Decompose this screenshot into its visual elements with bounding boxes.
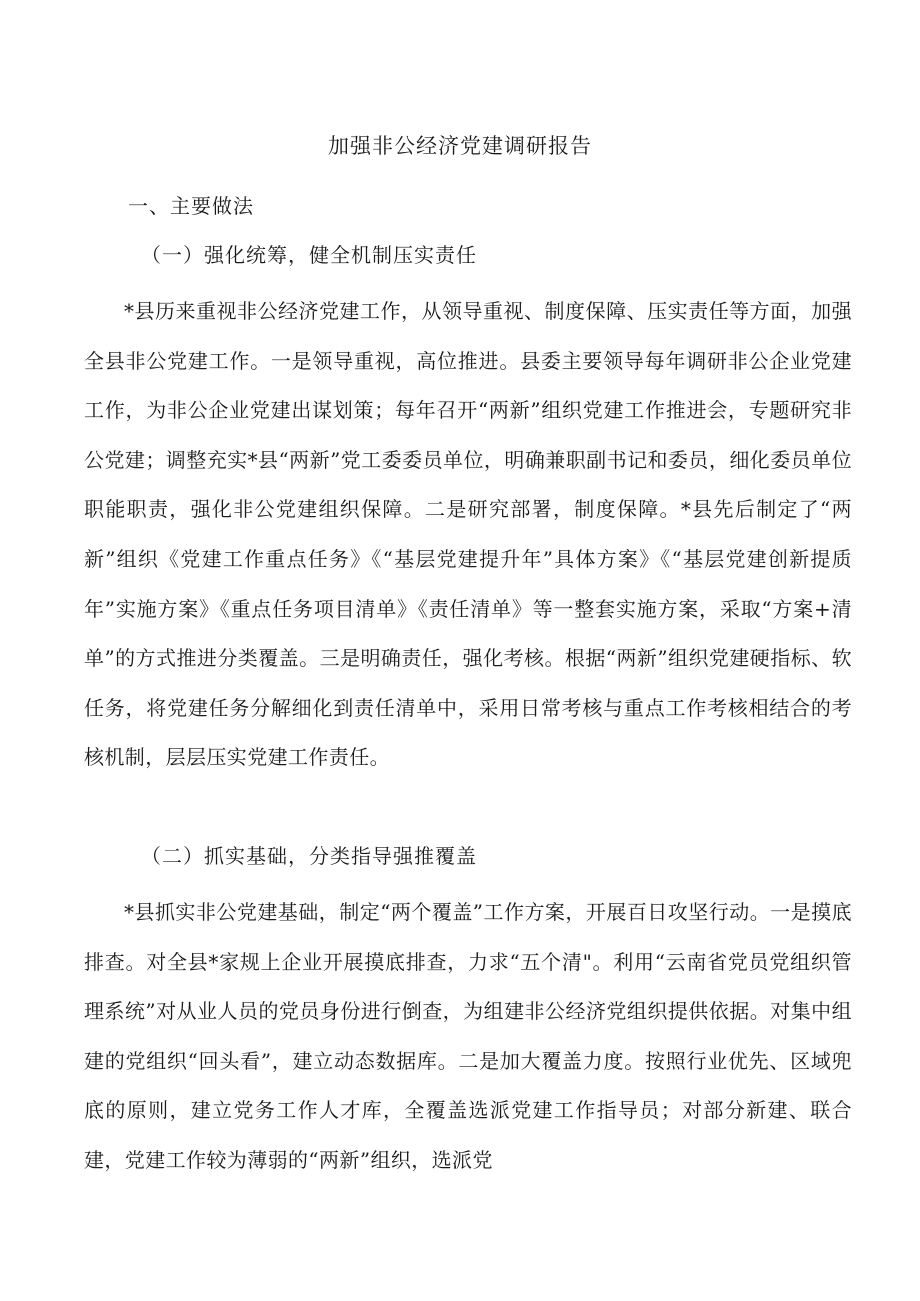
subsection-heading-2: （二）抓实基础，分类指导强推覆盖 bbox=[141, 844, 477, 868]
body-paragraph-2: *县抓实非公党建基础，制定“两个覆盖”工作方案，开展百日攻坚行动。一是摸底排查。对全县*家规上企业开展摸底排查，力求“五个清"。利用“云南省党员党组织管理系统”对从业人员的党员身份进行倒查，为组建非公经济党组织提供依据。对集中组建的党组织“回头看”，建立动态数据库。二是加大覆盖力度。按照行业优先、区域兜底的原则，建立党务工作人才库，全覆盖选派党建工作指导员；对部分新建、联合建，党建工作较为薄弱的“两新”组织，选派党 bbox=[84, 900, 852, 1172]
section-heading-main-practices: 一、主要做法 bbox=[128, 194, 254, 218]
body-paragraph-1: *县历来重视非公经济党建工作，从领导重视、制度保障、压实责任等方面，加强全县非公党建工作。一是领导重视，高位推进。县委主要领导每年调研非公企业党建工作，为非公企业党建出谋划策；每年召开“两新”组织党建工作推进会，专题研究非公党建；调整充实*县“两新”党工委委员单位，明确兼职副书记和委员，细化委员单位职能职责，强化非公党建组织保障。二是研究部署，制度保障。*县先后制定了“两新”组织《党建工作重点任务》《“基层党建提升年”具体方案》《“基层党建创新提质年”实施方案》《重点任务项目清单》《责任清单》等一整套实施方案，采取“方案+清单”的方式推进分类覆盖。三是明确责任，强化考核。根据“两新”组织党建硬指标、软任务，将党建任务分解细化到责任清单中，采用日常考核与重点工作考核相结合的考核机制，层层压实党建工作责任。 bbox=[84, 299, 852, 770]
document-title: 加强非公经济党建调研报告 bbox=[328, 134, 592, 158]
subsection-heading-1: （一）强化统筹，健全机制压实责任 bbox=[141, 243, 477, 267]
